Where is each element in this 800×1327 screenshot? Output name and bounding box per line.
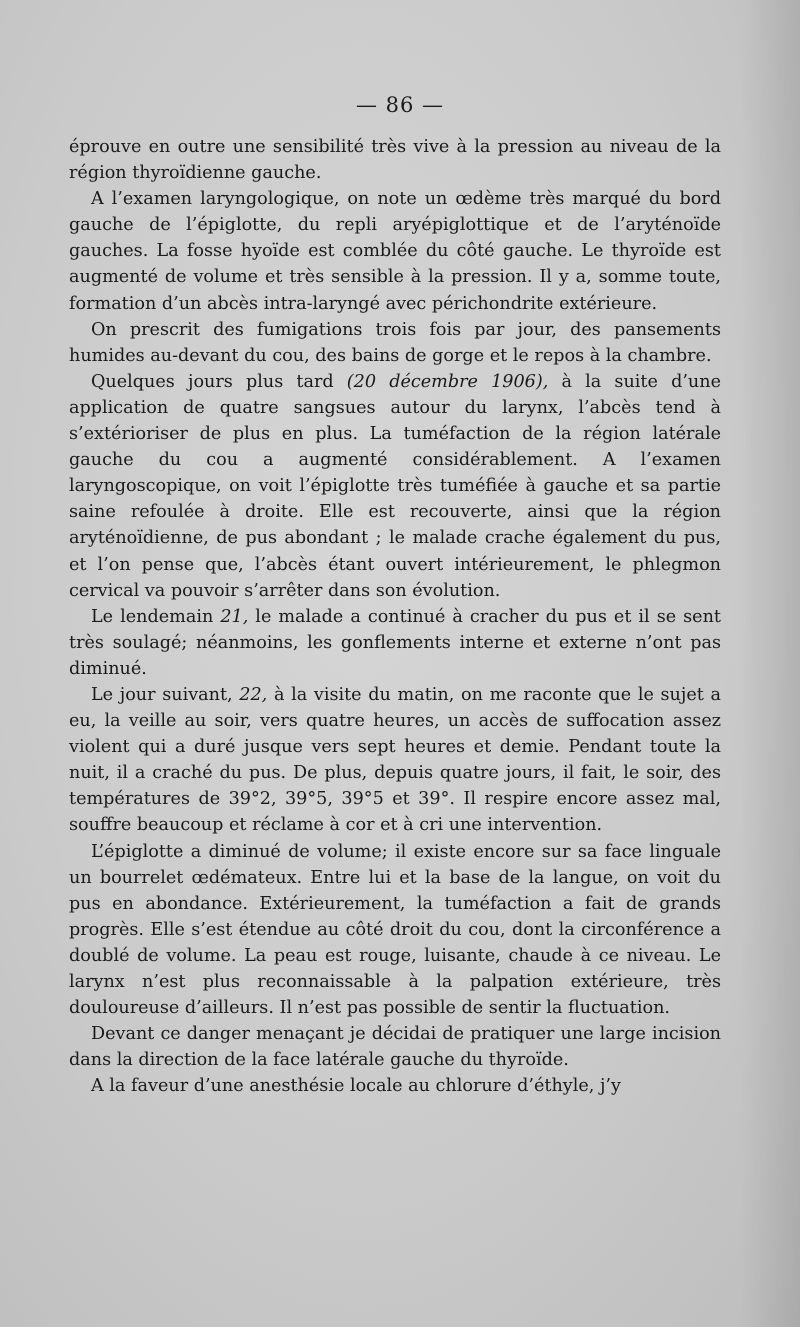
paragraph-6-start: Le jour suivant, [91,684,240,705]
paragraph-3: On prescrit des fumigations trois fois par jour, des pansements humides au-devant du cou, des bains de gorge et le repos à la chambre. [69,319,721,366]
paragraph-1: éprouve en outre une sensibilité très vive à la pression au niveau de la région thyroïdienne gauche. [69,137,721,184]
paragraph-5 [69,604,721,682]
paragraph-4 [69,369,721,604]
page-number: — 86 — [355,93,445,117]
day-21-italic: 21, [220,606,249,627]
paragraph-6-rest: à la visite du matin, on me raconte que le sujet a eu, la veille au soir, vers quatre heures, un accès de suffocation assez violent qui a duré jusque vers sept heures et demie. Pendant toute la nuit, il a craché du pus. De plus, depuis quatre jours, il fait, le soir, des températures de 39°2, 39°5, 39°5 et 39°. Il respire encore assez mal, souffre beaucoup et réclame à cor et à cri une intervention. [69,684,721,836]
paragraph-7: L’épiglotte a diminué de volume; il existe encore sur sa face linguale un bourrelet œdémateux. Entre lui et la base de la langue, on voit du pus en abondance. Extérieurement, la tuméfaction a fait de grands progrès. Elle s’est étendue au côté droit du cou, dont la circonférence a doublé de volume. La peau est rouge, luisante, chaude à ce niveau. Le larynx n’est plus reconnaissable à la palpation extérieure, très douloureuse d’ailleurs. Il n’est pas possible de sentir la fluctuation. [69,841,721,1019]
paragraph-4-start: Quelques jours plus tard [91,371,347,392]
body-text [69,134,721,1099]
paragraph-5-rest: le malade a continué à cracher du pus et il se sent très soulagé; néanmoins, les gonflements interne et externe n’ont pas diminué. [69,606,721,679]
paragraph-4-rest: à la suite d’une application de quatre sangsues autour du larynx, l’abcès tend à s’extérioriser de plus en plus. La tuméfaction de la région latérale gauche du cou a augmenté considérablement. A l’examen laryngoscopique, on voit l’épiglotte très tuméfiée à gauche et sa partie saine refoulée à droite. Elle est recouverte, ainsi que la région aryténoïdienne, de pus abondant ; le malade crache également du pus, et l’on pense que, l’abcès étant ouvert intérieurement, le phlegmon cervical va pouvoir s’arrêter dans son évolution. [69,371,721,601]
paragraph-6 [69,682,721,839]
day-22-italic: 22, [239,684,268,705]
paragraph-2: A l’examen laryngologique, on note un œdème très marqué du bord gauche de l’épiglotte, du repli aryépiglottique et de l’aryténoïde gauches. La fosse hyoïde est comblée du côté gauche. Le thyroïde est augmenté de volume et très sensible à la pression. Il y a, somme toute, formation d’un abcès intra-laryngé avec périchondrite extérieure. [69,189,721,314]
paragraph-8: Devant ce danger menaçant je décidai de pratiquer une large incision dans la direction de la face latérale gauche du thyroïde. [69,1024,721,1071]
paragraph-9: A la faveur d’une anesthésie locale au chlorure d’éthyle, j’y [91,1076,621,1097]
page-edge-shadow [740,0,800,1327]
date-italic: (20 décembre 1906), [346,371,549,392]
paragraph-5-start: Le lendemain [91,606,221,627]
